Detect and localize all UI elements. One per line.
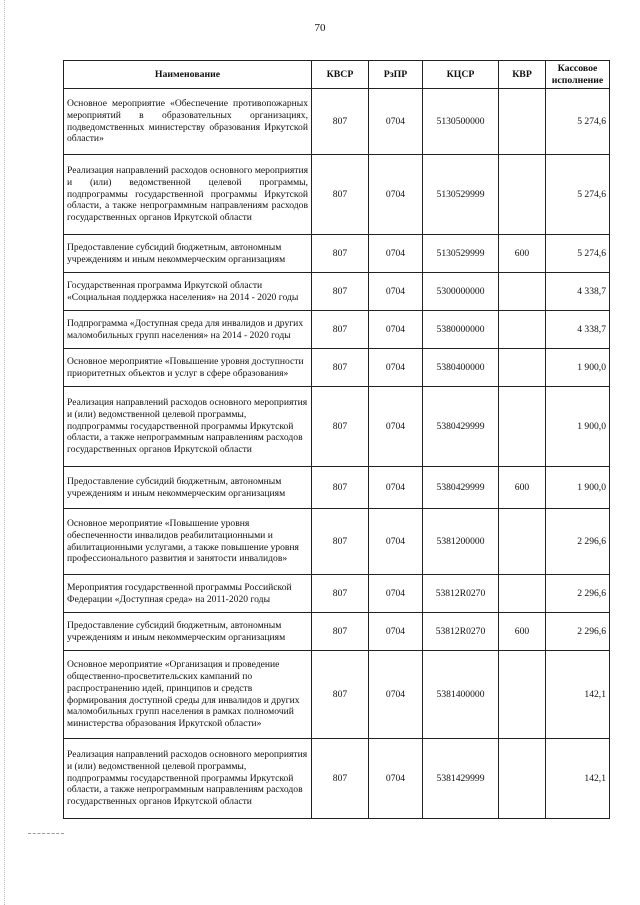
cell-kvsr: 807 bbox=[312, 273, 369, 311]
cell-name: Государственная программа Иркутской области «Социальная поддержка населения» на 2014 - 2020 годы bbox=[64, 273, 312, 311]
cell-rzpr: 0704 bbox=[369, 651, 423, 739]
cell-rzpr: 0704 bbox=[369, 311, 423, 349]
cell-name: Реализация направлений расходов основного мероприятия и (или) ведомственной целевой программы, подпрограммы государственной программы Иркутской области, а также непрограммным направлениям расходов государственных органов Иркутской области bbox=[64, 387, 312, 467]
table-row bbox=[64, 311, 610, 349]
budget-table bbox=[63, 60, 610, 819]
cell-kcsr: 53812R0270 bbox=[423, 613, 499, 651]
table-row bbox=[64, 387, 610, 467]
col-header-rzpr: РзПР bbox=[369, 61, 423, 89]
cell-cash: 5 274,6 bbox=[546, 235, 610, 273]
cell-cash: 2 296,6 bbox=[546, 509, 610, 575]
cell-cash: 4 338,7 bbox=[546, 273, 610, 311]
cell-kcsr: 5381429999 bbox=[423, 739, 499, 819]
cell-kcsr: 5130529999 bbox=[423, 155, 499, 235]
cell-kcsr: 5380000000 bbox=[423, 311, 499, 349]
table-header-row bbox=[64, 61, 610, 89]
table-row bbox=[64, 349, 610, 387]
table-row bbox=[64, 273, 610, 311]
cell-kvr bbox=[499, 575, 546, 613]
table-row bbox=[64, 467, 610, 509]
table-row bbox=[64, 235, 610, 273]
col-header-kvsr: КВСР bbox=[312, 61, 369, 89]
cell-cash: 1 900,0 bbox=[546, 349, 610, 387]
cell-name: Предоставление субсидий бюджетным, автономным учреждениям и иным некоммерческим организациям bbox=[64, 613, 312, 651]
cell-cash: 142,1 bbox=[546, 651, 610, 739]
cell-kvr bbox=[499, 89, 546, 155]
cell-name: Мероприятия государственной программы Российской Федерации «Доступная среда» на 2011-2020 годы bbox=[64, 575, 312, 613]
cell-kvr bbox=[499, 273, 546, 311]
cell-name: Реализация направлений расходов основного мероприятия и (или) ведомственной целевой программы, подпрограммы государственной программы Иркутской области, а также непрограммным направлениям расходов государственных органов Иркутской области bbox=[64, 739, 312, 819]
cell-kvsr: 807 bbox=[312, 387, 369, 467]
cell-kcsr: 5380429999 bbox=[423, 387, 499, 467]
cell-rzpr: 0704 bbox=[369, 349, 423, 387]
col-header-name: Наименование bbox=[64, 61, 312, 89]
cell-kvr bbox=[499, 739, 546, 819]
table-row bbox=[64, 739, 610, 819]
cell-kvr bbox=[499, 651, 546, 739]
table-row bbox=[64, 509, 610, 575]
cell-rzpr: 0704 bbox=[369, 613, 423, 651]
cell-cash: 2 296,6 bbox=[546, 575, 610, 613]
col-header-cash: Кассовое исполнение bbox=[546, 61, 610, 89]
cell-cash: 5 274,6 bbox=[546, 155, 610, 235]
cell-kvr: 600 bbox=[499, 235, 546, 273]
cell-cash: 5 274,6 bbox=[546, 89, 610, 155]
cell-kvsr: 807 bbox=[312, 235, 369, 273]
cell-kvr bbox=[499, 311, 546, 349]
cell-cash: 2 296,6 bbox=[546, 613, 610, 651]
cell-name: Основное мероприятие «Организация и проведение общественно-просветительских кампаний по распространению идей, принципов и средств формирования доступной среды для инвалидов и других маломобильных групп населения в рамках полномочий министерства образования Иркутской области» bbox=[64, 651, 312, 739]
cell-rzpr: 0704 bbox=[369, 235, 423, 273]
cell-kvsr: 807 bbox=[312, 739, 369, 819]
cell-name: Предоставление субсидий бюджетным, автономным учреждениям и иным некоммерческим организациям bbox=[64, 467, 312, 509]
cell-name: Подпрограмма «Доступная среда для инвалидов и других маломобильных групп населения» на 2014 - 2020 годы bbox=[64, 311, 312, 349]
page-number: 70 bbox=[314, 22, 326, 34]
col-header-kvr: КВР bbox=[499, 61, 546, 89]
cell-name: Основное мероприятие «Повышение уровня доступности приоритетных объектов и услуг в сфере образования» bbox=[64, 349, 312, 387]
cell-kcsr: 5380400000 bbox=[423, 349, 499, 387]
cell-cash: 4 338,7 bbox=[546, 311, 610, 349]
table-row bbox=[64, 575, 610, 613]
cell-name: Основное мероприятие «Повышение уровня обеспеченности инвалидов реабилитационными и абилитационными услугами, а также повышение уровня профессионального развития и занятости инвалидов» bbox=[64, 509, 312, 575]
cell-kcsr: 5130500000 bbox=[423, 89, 499, 155]
cell-kvr: 600 bbox=[499, 613, 546, 651]
cell-kvsr: 807 bbox=[312, 651, 369, 739]
table-row bbox=[64, 89, 610, 155]
cell-kvsr: 807 bbox=[312, 509, 369, 575]
cell-rzpr: 0704 bbox=[369, 155, 423, 235]
table-row bbox=[64, 651, 610, 739]
cell-kcsr: 5381200000 bbox=[423, 509, 499, 575]
page-left-edge bbox=[4, 0, 5, 905]
cell-kvr bbox=[499, 387, 546, 467]
cell-kvsr: 807 bbox=[312, 155, 369, 235]
cell-kvsr: 807 bbox=[312, 349, 369, 387]
cell-kvr: 600 bbox=[499, 467, 546, 509]
cell-name: Основное мероприятие «Обеспечение противопожарных мероприятий в образовательных организациях, подведомственных министерству образования Иркутской области» bbox=[64, 89, 312, 155]
cell-cash: 1 900,0 bbox=[546, 467, 610, 509]
table-row bbox=[64, 613, 610, 651]
table-row bbox=[64, 155, 610, 235]
cell-rzpr: 0704 bbox=[369, 89, 423, 155]
cell-name: Предоставление субсидий бюджетным, автономным учреждениям и иным некоммерческим организациям bbox=[64, 235, 312, 273]
page-footer-line bbox=[28, 833, 64, 834]
col-header-kcsr: КЦСР bbox=[423, 61, 499, 89]
cell-kvsr: 807 bbox=[312, 467, 369, 509]
cell-cash: 1 900,0 bbox=[546, 387, 610, 467]
cell-kvr bbox=[499, 155, 546, 235]
cell-rzpr: 0704 bbox=[369, 273, 423, 311]
cell-kvsr: 807 bbox=[312, 575, 369, 613]
cell-kcsr: 5380429999 bbox=[423, 467, 499, 509]
cell-rzpr: 0704 bbox=[369, 575, 423, 613]
cell-rzpr: 0704 bbox=[369, 467, 423, 509]
cell-cash: 142,1 bbox=[546, 739, 610, 819]
cell-kcsr: 5381400000 bbox=[423, 651, 499, 739]
cell-name: Реализация направлений расходов основного мероприятия и (или) ведомственной целевой программы, подпрограммы государственной программы Иркутской области, а также непрограммным направлениям расходов государственных органов Иркутской области bbox=[64, 155, 312, 235]
cell-kvsr: 807 bbox=[312, 89, 369, 155]
cell-kcsr: 5300000000 bbox=[423, 273, 499, 311]
cell-kcsr: 53812R0270 bbox=[423, 575, 499, 613]
cell-kcsr: 5130529999 bbox=[423, 235, 499, 273]
cell-rzpr: 0704 bbox=[369, 739, 423, 819]
cell-kvsr: 807 bbox=[312, 311, 369, 349]
cell-kvsr: 807 bbox=[312, 613, 369, 651]
cell-rzpr: 0704 bbox=[369, 387, 423, 467]
cell-kvr bbox=[499, 509, 546, 575]
cell-kvr bbox=[499, 349, 546, 387]
cell-rzpr: 0704 bbox=[369, 509, 423, 575]
